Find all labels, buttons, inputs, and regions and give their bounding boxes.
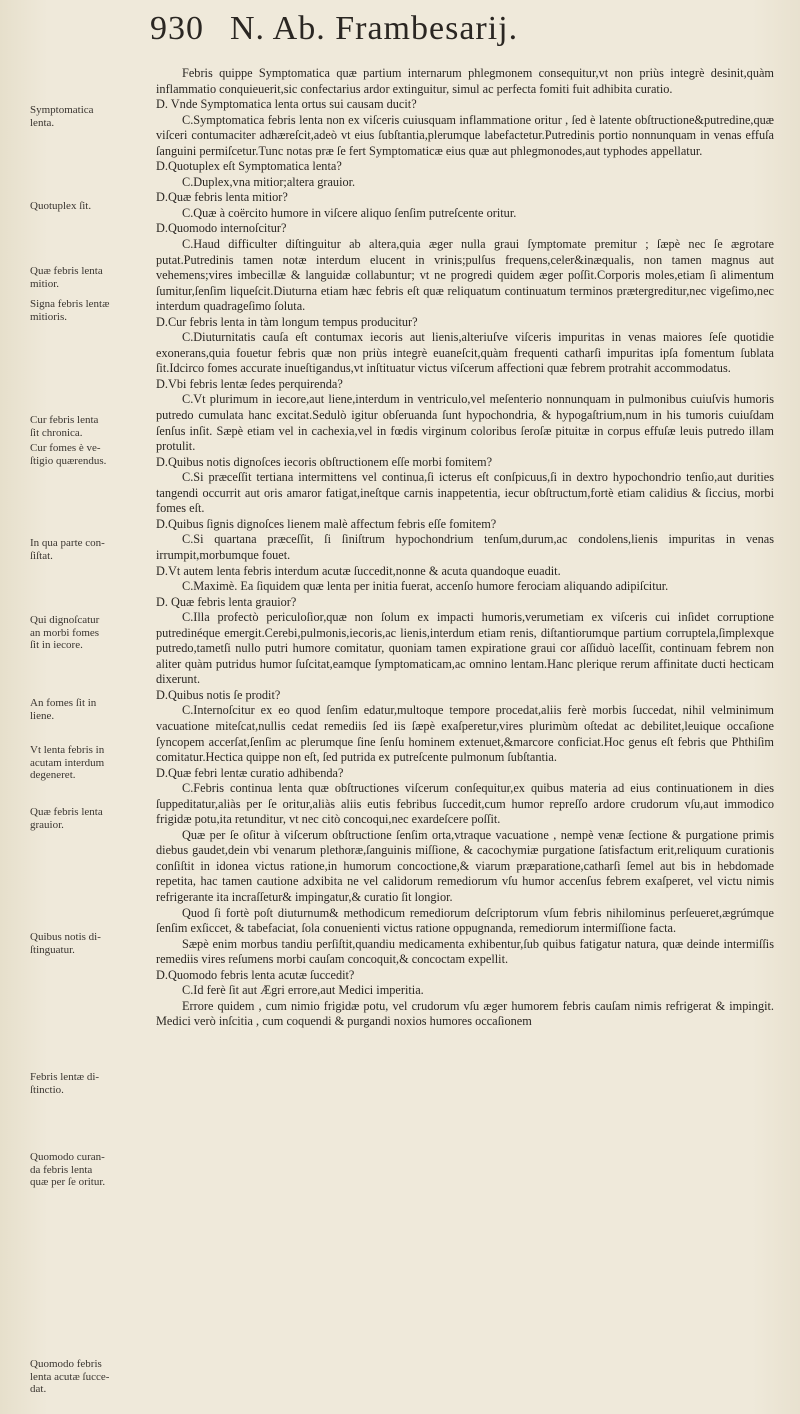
margin-note: Quomodo febris lenta acutæ ſucce- dat. bbox=[30, 1358, 110, 1395]
answer-paragraph: C.Symptomatica febris lenta non ex viſceris cuiusquam inflammatione oritur , ſed è latente obſtructione&putredine,quæ viſceri contumaciter adhæreſcit,adeò vt eius ſubſtantia,plerumque labefactetur.Putredinis portio nonnunquam in venas effuſa ſanguini permiſcetur.Tunc notas præ ſe fert Symptomaticæ eius quæ aut phlegmonodes,aut typhodes appellatur. bbox=[156, 112, 774, 158]
margin-note: Qui dignoſcatur an morbi fomes ſit in iecore. bbox=[30, 614, 100, 651]
answer-paragraph: C.Vt plurimum in iecore,aut liene,interdum in ventriculo,vel meſenterio nonnunquam in pulmonibus cuiuſvis humoris putredo cumulata hanc excitat.Sedulò igitur obſeruanda ſunt hypochondria, & hypogaſtrium,num in his tumoris cuiuſdam ſenſus inſit. Sæpè etiam vel in cachexia,vel in fœdis virginum coloribus ſeroſæ pituitæ in corpus effuſæ leuis putredo illam protulit. bbox=[156, 392, 774, 454]
margin-note: In qua parte con- ſiſtat. bbox=[30, 537, 105, 562]
answer-paragraph: C.Haud difficulter diſtinguitur ab altera,quia æger nulla graui ſymptomate premitur ; ſæpè nec ſe ægrotare putat.Putredinis tamen notæ interdum elucent in vrinis;pulſus frequens,celer&inæqualis, non tamen magnus aut vehemens;vires imbecillæ & languidæ collabuntur; vt ne progredi quidem æger poſſit.Corporis moles,etiam ſi alimentum ſumitur,ſenſim liqueſcit.Diuturna etiam hæc febris eſt quæ reliquatum continuatum terminos prætergreditur,nec vigeſimo,nec interdum quadrageſimo ſoluta. bbox=[156, 237, 774, 314]
margin-note: Quæ febris lenta mitior. bbox=[30, 265, 103, 290]
running-title: N. Ab. Frambesarij. bbox=[230, 10, 519, 47]
question-paragraph: D.Quibus notis ſe prodit? bbox=[156, 687, 281, 702]
answer-paragraph: C.Si quartana præceſſit, ſi ſiniſtrum hypochondrium tenſum,durum,ac condolens,lienis impuritas in venas irrumpit,morbumque fouet. bbox=[156, 532, 774, 562]
margin-note: Symptomatica lenta. bbox=[30, 104, 94, 129]
question-paragraph: D.Vt autem lenta febris interdum acutæ ſuccedit,nonne & acuta quandoque euadit. bbox=[156, 563, 561, 578]
margin-note: Quibus notis di- ſtinguatur. bbox=[30, 931, 101, 956]
answer-paragraph: C.Diuturnitatis cauſa eſt contumax iecoris aut lienis,alteriuſve viſceris impuritas in venas maiores ſeſe quotidie exonerans,quia fouetur febris quæ non priùs integrè euaneſcit,quàm frequenti catharſi impuritas ipſa fomentum ſublata ſit.Idcirco fomes accurate inueſtigandus,vt inſtituatur victus viſcerum affectioni quæ febrem protrahit accommodatus. bbox=[156, 330, 774, 376]
margin-note: Quomodo curan- da febris lenta quæ per ſe oritur. bbox=[30, 1151, 106, 1188]
question-paragraph: D.Vbi febris lentæ ſedes perquirenda? bbox=[156, 376, 343, 391]
answer-paragraph: Quod ſi fortè poſt diuturnum& methodicum remediorum deſcriptorum vſum febris nihilominus perſeueret,ægrúmque ſenſim exſiccet, & tabefaciat, ſola conuenienti victus ratione oppugnanda, remediorum intermiſſione facta. bbox=[156, 905, 774, 936]
question-paragraph: D.Quibus ſignis dignoſces lienem malè affectum febris eſſe fomitem? bbox=[156, 516, 497, 531]
margin-note: Quæ febris lenta grauior. bbox=[30, 806, 103, 831]
margin-note: Quotuplex ſit. bbox=[30, 200, 92, 212]
answer-paragraph: C.Internoſcitur ex eo quod ſenſim edatur,multoque tempore procedat,aliis ferè morbis ſuccedat, nihil velminimum vacuatione miteſcat,nullis cedat remediis ſed iis ſæpè exaſperetur,vires plurimùm oſtedat ac debilitet,leuique occaſione ſyncopem accerſat,ſenſim ac plerumque ſine ſenſu hominem extenuet,&marcore conficiat.Hoc genus eſt febris que Phthiſim comitatur.Hectica quippe non eſt, ſed putrida ex putreſcente pulmonum ſubſtantia. bbox=[156, 703, 774, 765]
answer-paragraph: C.Febris continua lenta quæ obſtructiones viſcerum conſequitur,ex quibus materia ad eius continuationem in dies ſuppeditatur,aliàs per ſe oritur,aliàs aliis eutis febribus ſuccedit,cum humor repreſſo ardore crudorum vſu,aut immodico frigidæ potu,ita retunditur, vt nec citò concoqui,nec exardeſcere poſſit. bbox=[156, 781, 774, 827]
page-number: 930 bbox=[150, 10, 204, 47]
main-text bbox=[156, 66, 774, 1030]
question-paragraph: D.Cur febris lenta in tàm longum tempus producitur? bbox=[156, 314, 418, 329]
margin-note: Cur fomes è ve- ſtigio quærendus. bbox=[30, 442, 107, 467]
question-paragraph: D. Quæ febris lenta grauior? bbox=[156, 594, 297, 609]
question-paragraph: D.Quotuplex eſt Symptomatica lenta? bbox=[156, 159, 342, 174]
margin-note: Febris lentæ di- ſtinctio. bbox=[30, 1071, 100, 1096]
answer-paragraph: C.Id ferè ſit aut Ægri errore,aut Medici imperitia. bbox=[182, 983, 424, 998]
question-paragraph: D.Quæ febri lentæ curatio adhibenda? bbox=[156, 765, 344, 780]
running-header bbox=[150, 10, 650, 48]
answer-paragraph: Quæ per ſe oſitur à viſcerum obſtructione ſenſim orta,vtraque vacuatione , nempè venæ ſectione & purgatione primis diebus gaudet,dein vbi venarum plethoræ,ſanguinis miſſione, & cacochymiæ purgatione ſatisfactum erit,reliquum curationis conſiſtit in idonea victus ratione,in humorum concoctione,& viarum præparatione,catharſi ſemel aut bis in hebdomade repetita, hac tamen cautione adxibita ne vel calidorum remediorum vſu humor accenſus febrem exaſperet, vel victu nimis refrigerante ita incraſſetur& impingatur,& curatio ſit longior. bbox=[156, 827, 774, 904]
answer-paragraph: Febris quippe Symptomatica quæ partium internarum phlegmonem consequitur,vt non priùs integrè desinit,quàm inflammatio conquieuerit,sic confectarius ardor extinguitur, simul ac perfecta fomiti fuit adhibita curatio. bbox=[156, 66, 774, 96]
margin-note: Cur febris lenta ſit chronica. bbox=[30, 414, 99, 439]
question-paragraph: D.Quomodo internoſcitur? bbox=[156, 221, 287, 236]
question-paragraph: D.Quibus notis dignoſces iecoris obſtructionem eſſe morbi fomitem? bbox=[156, 454, 493, 469]
question-paragraph: D.Quomodo febris lenta acutæ ſuccedit? bbox=[156, 967, 355, 982]
answer-paragraph: C.Duplex,vna mitior;altera grauior. bbox=[182, 174, 356, 189]
question-paragraph: D.Quæ febris lenta mitior? bbox=[156, 190, 288, 205]
answer-paragraph: Errore quidem , cum nimio frigidæ potu, vel crudorum vſu æger humorem febris cauſam nimis refrigerat & impingit. Medici verò inſcitia , cum coquendi & purgandi noxios humores occaſionem bbox=[156, 998, 774, 1029]
answer-paragraph: C.Quæ à coërcito humore in viſcere aliquo ſenſim putreſcente oritur. bbox=[182, 205, 517, 220]
answer-paragraph: C.Maximè. Ea ſiquidem quæ lenta per initia fuerat, accenſo humore ferociam aliquando adipiſcitur. bbox=[182, 579, 669, 594]
answer-paragraph: Sæpè enim morbus tandiu perſiſtit,quandiu medicamenta exhibentur,ſub quibus fatigatur natura, quæ deinde intermiſſis remediis vires reſumens morbi cauſam concoquit,& concoctam expellit. bbox=[156, 936, 774, 967]
answer-paragraph: C.Si præceſſit tertiana intermittens vel continua,ſi icterus eſt conſpicuus,ſi in dextro hypochondrio tenſio,aut durities tangendi occurrit aut oris amaror fatigat,ineſtque carnis inappetentia, iecur obſtructum,fortè etiam calidius & ſiccius, morbi fomes eſt. bbox=[156, 470, 774, 516]
answer-paragraph: C.Illa profectò periculoſior,quæ non ſolum ex impacti humoris,verumetiam ex viſceris cui inſidet corruptione putredinéque emergit.Cerebi,pulmonis,iecoris,ac lienis,interdum etiam renis, diſtantiorumque partium corruptela,ſimplexque putredo,tametſi nullo putri humore comitatur, quoniam tamen expiratione graui cor aſſiduò laceſſit, continuam febrem non aliter quàm putridus humor ſuſcitat,eamque ſymptomaticam,ac omnino lentam.Hanc plerique rerum affinitate ducti hecticam dixerunt. bbox=[156, 610, 774, 687]
margin-note: Signa febris lentæ mitioris. bbox=[30, 298, 110, 323]
question-paragraph: D. Vnde Symptomatica lenta ortus sui causam ducit? bbox=[156, 97, 417, 112]
margin-note: Vt lenta febris in acutam interdum degeneret. bbox=[30, 744, 105, 781]
margin-note: An fomes ſit in liene. bbox=[30, 697, 97, 722]
